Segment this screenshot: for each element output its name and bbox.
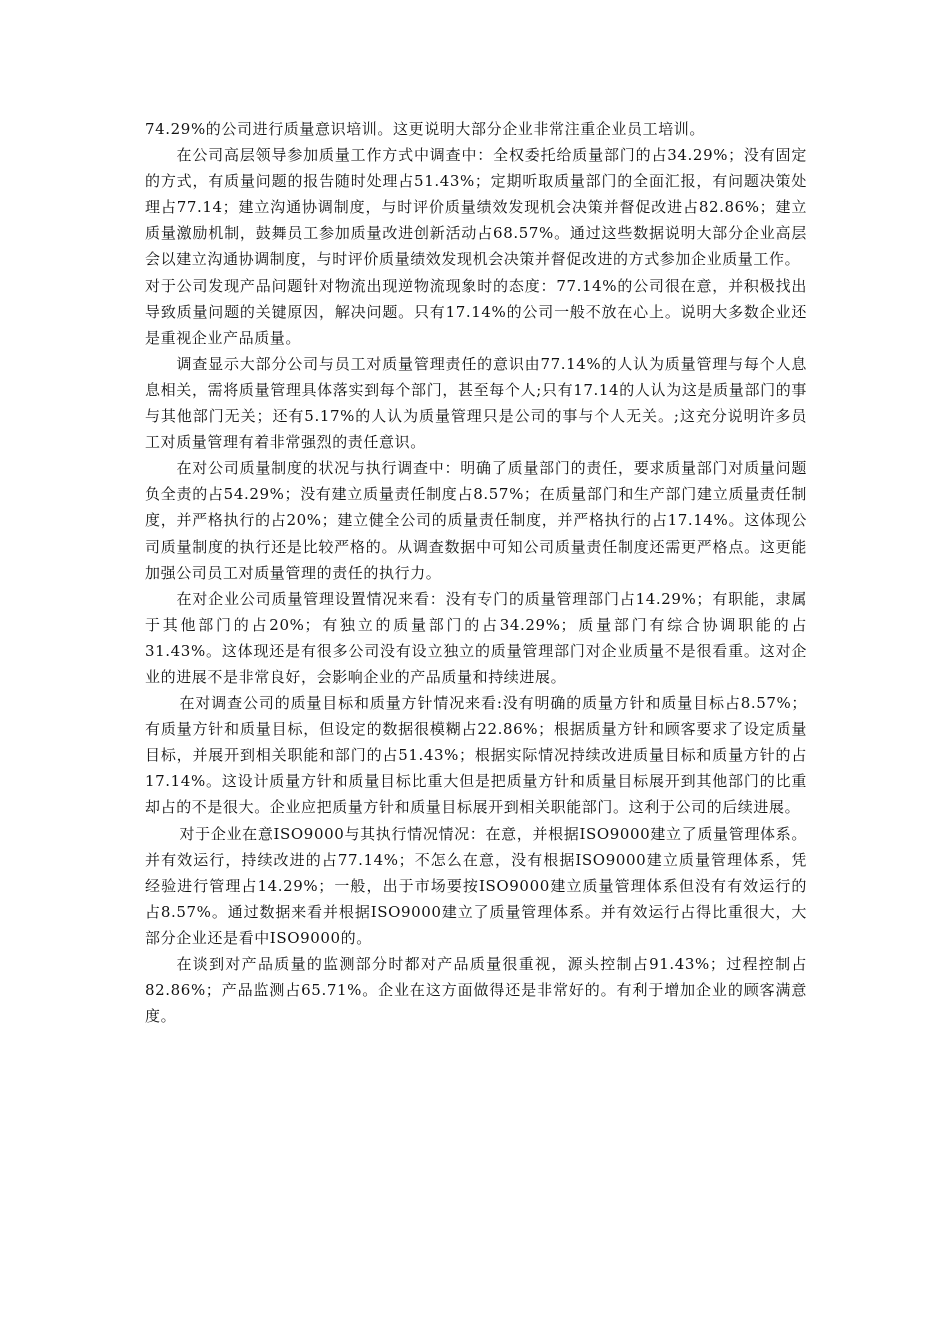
document-body xyxy=(145,116,807,1029)
paragraph-iso9000: 对于企业在意ISO9000与其执行情况情况：在意，并根据ISO9000建立了质量管理体系。并有效运行，持续改进的占77.14%；不怎么在意，没有根据ISO9000建立质量管理体系，凭经验进行管理占14.29%；一般，出于市场要按ISO9000建立质量管理体系但没有有效运行的占8.57%。通过数据来看并根据ISO9000建立了质量管理体系。并有效运行占得比重很大，大部分企业还是看中ISO9000的。 xyxy=(145,824,807,947)
paragraph-quality-monitoring: 在谈到对产品质量的监测部分时都对产品质量很重视，源头控制占91.43%；过程控制占82.86%；产品监测占65.71%。企业在这方面做得还是非常好的。有利于增加企业的顾客满意度。 xyxy=(145,955,807,1026)
paragraph-reverse-logistics: 对于公司发现产品问题针对物流出现逆物流现象时的态度：77.14%的公司很在意，并积极找出导致质量问题的关键原因，解决问题。只有17.14%的公司一般不放在心上。说明大多数企业还是重视企业产品质量。 xyxy=(145,276,807,347)
paragraph-training: 74.29%的公司进行质量意识培训。这更说明大部分企业非常注重企业员工培训。 xyxy=(145,120,705,138)
paragraph-responsibility-awareness: 调查显示大部分公司与员工对质量管理责任的意识由77.14%的人认为质量管理与每个人息息相关，需将质量管理具体落实到每个部门，甚至每个人;只有17.14的人认为这是质量部门的事与其他部门无关；还有5.17%的人认为质量管理只是公司的事与个人无关。;这充分说明许多员工对质量管理有着非常强烈的责任意识。 xyxy=(145,354,807,452)
paragraph-quality-system: 在对公司质量制度的状况与执行调查中：明确了质量部门的责任，要求质量部门对质量问题负全责的占54.29%；没有建立质量责任制度占8.57%；在质量部门和生产部门建立质量责任制度，并严格执行的占20%；建立健全公司的质量责任制度，并严格执行的占17.14%。这体现公司质量制度的执行还是比较严格的。从调查数据中可知公司质量责任制度还需更严格点。这更能加强公司员工对质量管理的责任的执行力。 xyxy=(145,459,807,582)
paragraph-leadership: 在公司高层领导参加质量工作方式中调查中：全权委托给质量部门的占34.29%；没有固定的方式，有质量问题的报告随时处理占51.43%；定期听取质量部门的全面汇报，有问题决策处理占77.14；建立沟通协调制度，与时评价质量绩效发现机会决策并督促改进占82.86%；建立质量激励机制，鼓舞员工参加质量改进创新活动占68.57%。通过这些数据说明大部分企业高层会以建立沟通协调制度，与时评价质量绩效发现机会决策并督促改进的方式参加企业质量工作。 xyxy=(145,146,807,269)
paragraph-quality-department: 在对企业公司质量管理设置情况来看：没有专门的质量管理部门占14.29%；有职能，隶属于其他部门的占20%；有独立的质量部门的占34.29%；质量部门有综合协调职能的占31.43%。这体现还是有很多公司没有设立独立的质量管理部门对企业质量不是很看重。这对企业的进展不是非常良好，会影响企业的产品质量和持续进展。 xyxy=(145,589,807,686)
paragraph-quality-objectives: 在对调查公司的质量目标和质量方针情况来看:没有明确的质量方针和质量目标占8.57%；有质量方针和质量目标，但设定的数据很模糊占22.86%；根据质量方针和顾客要求了设定质量目标，并展开到相关职能和部门的占51.43%；根据实际情况持续改进质量目标和质量方针的占17.14%。这设计质量方针和质量目标比重大但是把质量方针和质量目标展开到其他部门的比重却占的不是很大。企业应把质量方针和质量目标展开到相关职能部门。这利于公司的后续进展。 xyxy=(145,694,807,817)
